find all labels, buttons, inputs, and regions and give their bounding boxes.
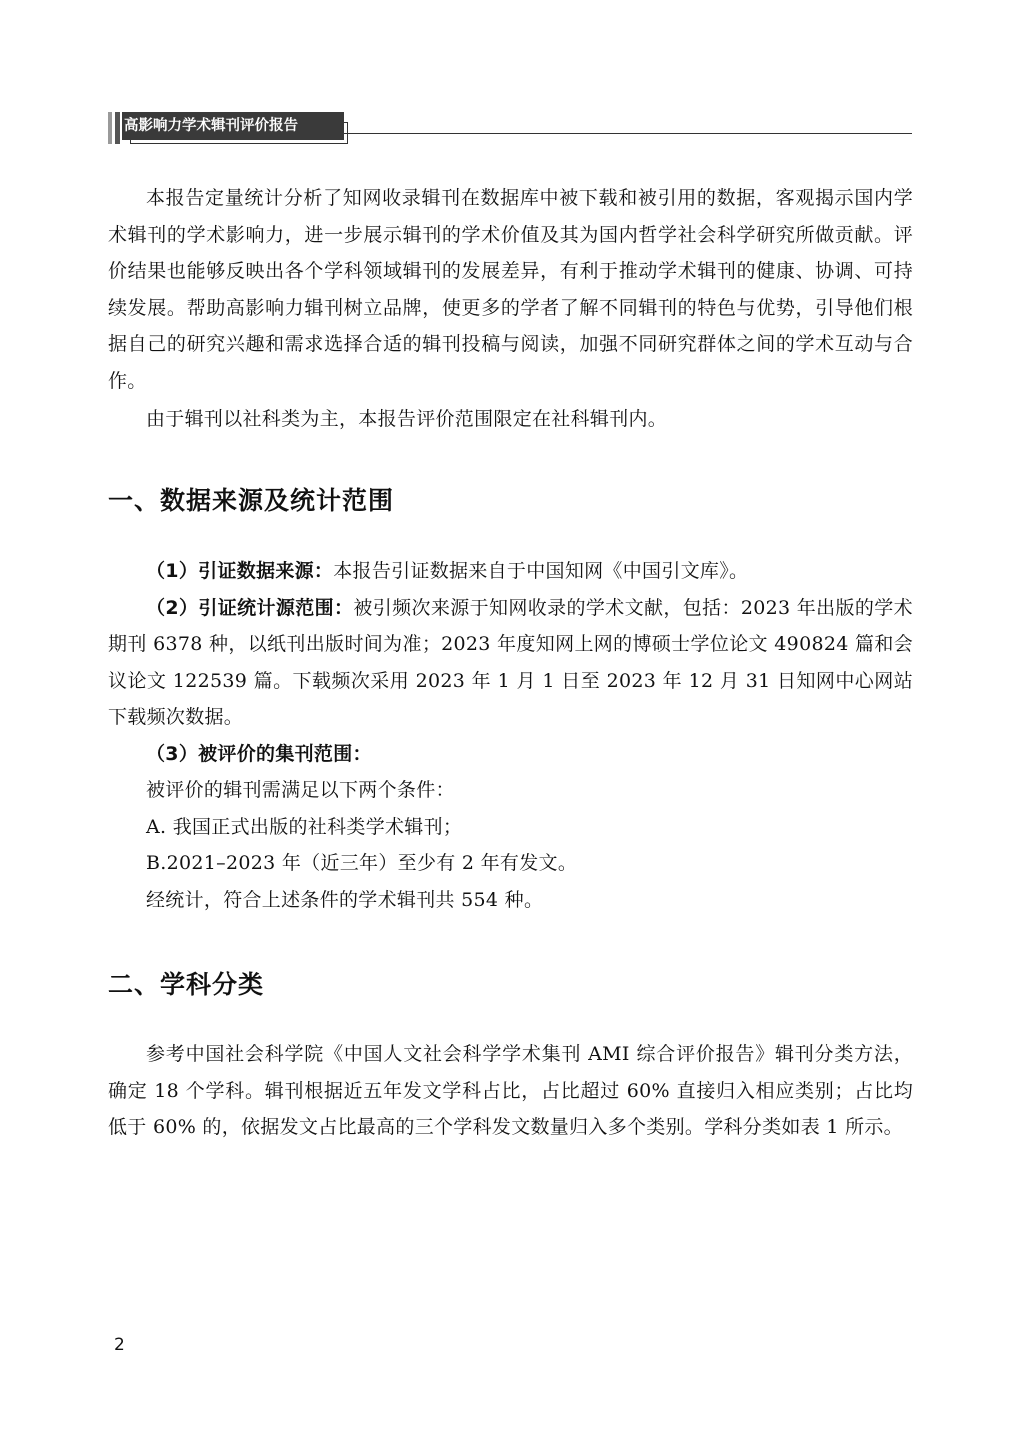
count-summary: 经统计，符合上述条件的学术辑刊共 554 种。 xyxy=(146,888,544,911)
section-1-title: 一、数据来源及统计范围 xyxy=(108,486,395,515)
header-rule xyxy=(344,133,912,134)
citation-source-item xyxy=(108,553,913,590)
condition-b: B.2021–2023 年（近三年）至少有 2 年有发文。 xyxy=(146,852,578,874)
citation-source-label: （1）引证数据来源： xyxy=(146,560,334,582)
running-header-title: 高影响力学术辑刊评价报告 xyxy=(122,112,344,140)
section-2-title: 二、学科分类 xyxy=(108,970,265,999)
conditions-intro: 被评价的辑刊需满足以下两个条件： xyxy=(146,779,455,801)
page-number: 2 xyxy=(114,1335,125,1355)
evaluated-scope-item xyxy=(108,736,913,773)
condition-a: A. 我国正式出版的社科类学术辑刊； xyxy=(146,815,463,838)
citation-scope-item xyxy=(108,590,913,736)
section-2-body xyxy=(108,1036,913,1146)
classification-paragraph: 参考中国社会科学院《中国人文社会科学学术集刊 AMI 综合评价报告》辑刊分类方法，确定 18 个学科。辑刊根据近五年发文学科占比，占比超过 60% 直接归入相应类别；占比均低于 60% 的，依据发文占比最高的三个学科发文数量归入多个类别。学科分类如表 1 所示。 xyxy=(108,1043,913,1138)
intro-section xyxy=(108,180,913,438)
header-bar-decoration xyxy=(108,112,112,144)
citation-scope-label: （2）引证统计源范围： xyxy=(146,596,354,619)
intro-paragraph-1: 本报告定量统计分析了知网收录辑刊在数据库中被下载和被引用的数据，客观揭示国内学术辑刊的学术影响力，进一步展示辑刊的学术价值及其为国内哲学社会科学研究所做贡献。评价结果也能够反映出各个学科领域辑刊的发展差异，有利于推动学术辑刊的健康、协调、可持续发展。帮助高影响力辑刊树立品牌，使更多的学者了解不同辑刊的特色与优势，引导他们根据自己的研究兴趣和需求选择合适的辑刊投稿与阅读，加强不同研究群体之间的学术互动与合作。 xyxy=(108,187,913,392)
citation-scope-text: 被引频次来源于知网收录的学术文献，包括：2023 年出版的学术期刊 6378 种，以纸刊出版时间为准；2023 年度知网上网的博硕士学位论文 490824 篇和会议论文 122539 篇。下载频次采用 2023 年 1 月 1 日至 2023 年 12 月 31 日知网中心网站下载频次数据。 xyxy=(108,596,913,728)
header-bar-decoration xyxy=(115,112,120,144)
evaluated-scope-label: （3）被评价的集刊范围： xyxy=(146,742,372,765)
section-1-body xyxy=(108,553,913,918)
running-header xyxy=(108,110,912,146)
citation-source-text: 本报告引证数据来自于中国知网《中国引文库》。 xyxy=(333,560,749,582)
intro-paragraph-2: 由于辑刊以社科类为主，本报告评价范围限定在社科辑刊内。 xyxy=(146,408,668,430)
